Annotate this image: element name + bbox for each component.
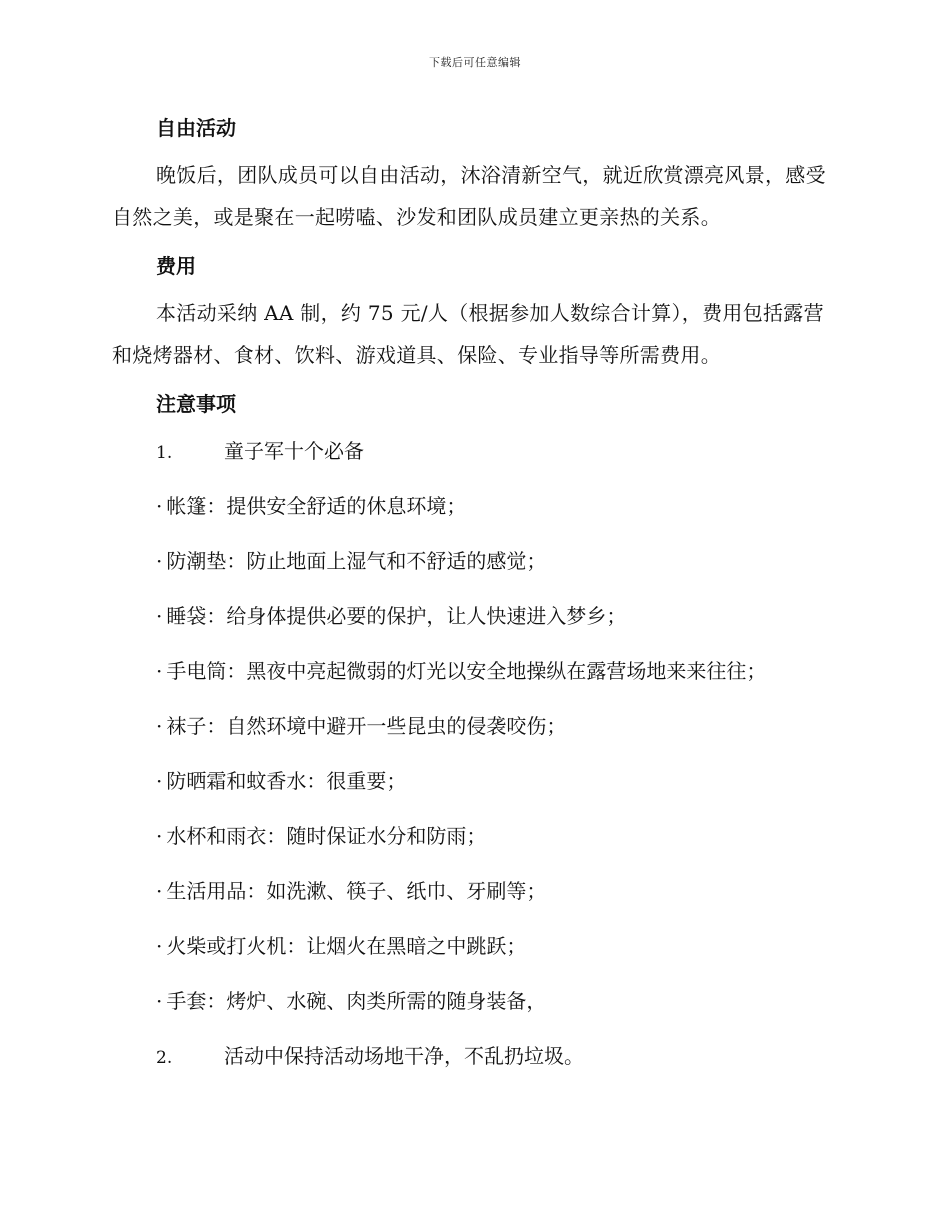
list-item-text: 袜子：自然环境中避开一些昆虫的侵袭咬伤； <box>166 714 567 738</box>
list-item-text: 生活用品：如洗漱、筷子、纸巾、牙刷等； <box>166 879 547 903</box>
list-item <box>112 644 832 699</box>
item-text: 童子军十个必备 <box>224 439 364 463</box>
list-item <box>112 589 832 644</box>
list-item <box>112 919 832 974</box>
list-item <box>112 699 832 754</box>
bullet-icon: · <box>156 989 163 1013</box>
heading-notes: 注意事项 <box>156 392 236 416</box>
bullet-icon: · <box>156 549 163 573</box>
bullet-icon: · <box>156 824 163 848</box>
list-item <box>112 754 832 809</box>
essentials-list <box>112 479 832 1029</box>
bullet-icon: · <box>156 934 163 958</box>
list-item <box>112 974 832 1029</box>
bullet-icon: · <box>156 879 163 903</box>
paragraph-free-activity: 晚饭后，团队成员可以自由活动，沐浴清新空气，就近欣赏漂亮风景，感受自然之美，或是聚在一起唠嗑、沙发和团队成员建立更亲热的关系。 <box>112 163 826 229</box>
list-item-text: 睡袋：给身体提供必要的保护，让人快速进入梦乡； <box>166 604 627 628</box>
heading-free-activity: 自由活动 <box>156 116 236 140</box>
list-item-text: 火柴或打火机：让烟火在黑暗之中跳跃； <box>166 934 527 958</box>
bullet-icon: · <box>156 604 163 628</box>
page-header-note: 下载后可任意编辑 <box>429 56 521 69</box>
numbered-item-2 <box>112 1029 832 1084</box>
bullet-icon: · <box>156 494 163 518</box>
list-item-text: 手电筒：黑夜中亮起微弱的灯光以安全地操纵在露营场地来来往往； <box>166 659 767 683</box>
item-number: 2. <box>156 1048 173 1068</box>
item-number: 1. <box>156 443 173 463</box>
list-item <box>112 864 832 919</box>
bullet-icon: · <box>156 769 163 793</box>
heading-cost: 费用 <box>156 254 196 278</box>
numbered-item-1 <box>112 424 832 479</box>
item-text: 活动中保持活动场地干净，不乱扔垃圾。 <box>224 1044 584 1068</box>
list-item-text: 防晒霜和蚊香水：很重要； <box>166 769 407 793</box>
document-body <box>112 108 832 1084</box>
list-item-text: 水杯和雨衣：随时保证水分和防雨； <box>166 824 487 848</box>
list-item-text: 防潮垫：防止地面上湿气和不舒适的感觉； <box>166 549 547 573</box>
list-item-text: 帐篷：提供安全舒适的休息环境； <box>166 494 467 518</box>
paragraph-cost: 本活动采纳 AA 制，约 75 元/人（根据参加人数综合计算），费用包括露营和烧烤器材、食材、饮料、游戏道具、保险、专业指导等所需费用。 <box>112 301 824 367</box>
list-item-text: 手套：烤炉、水碗、肉类所需的随身装备， <box>166 989 547 1013</box>
list-item <box>112 809 832 864</box>
bullet-icon: · <box>156 659 163 683</box>
bullet-icon: · <box>156 714 163 738</box>
list-item <box>112 534 832 589</box>
list-item <box>112 479 832 534</box>
